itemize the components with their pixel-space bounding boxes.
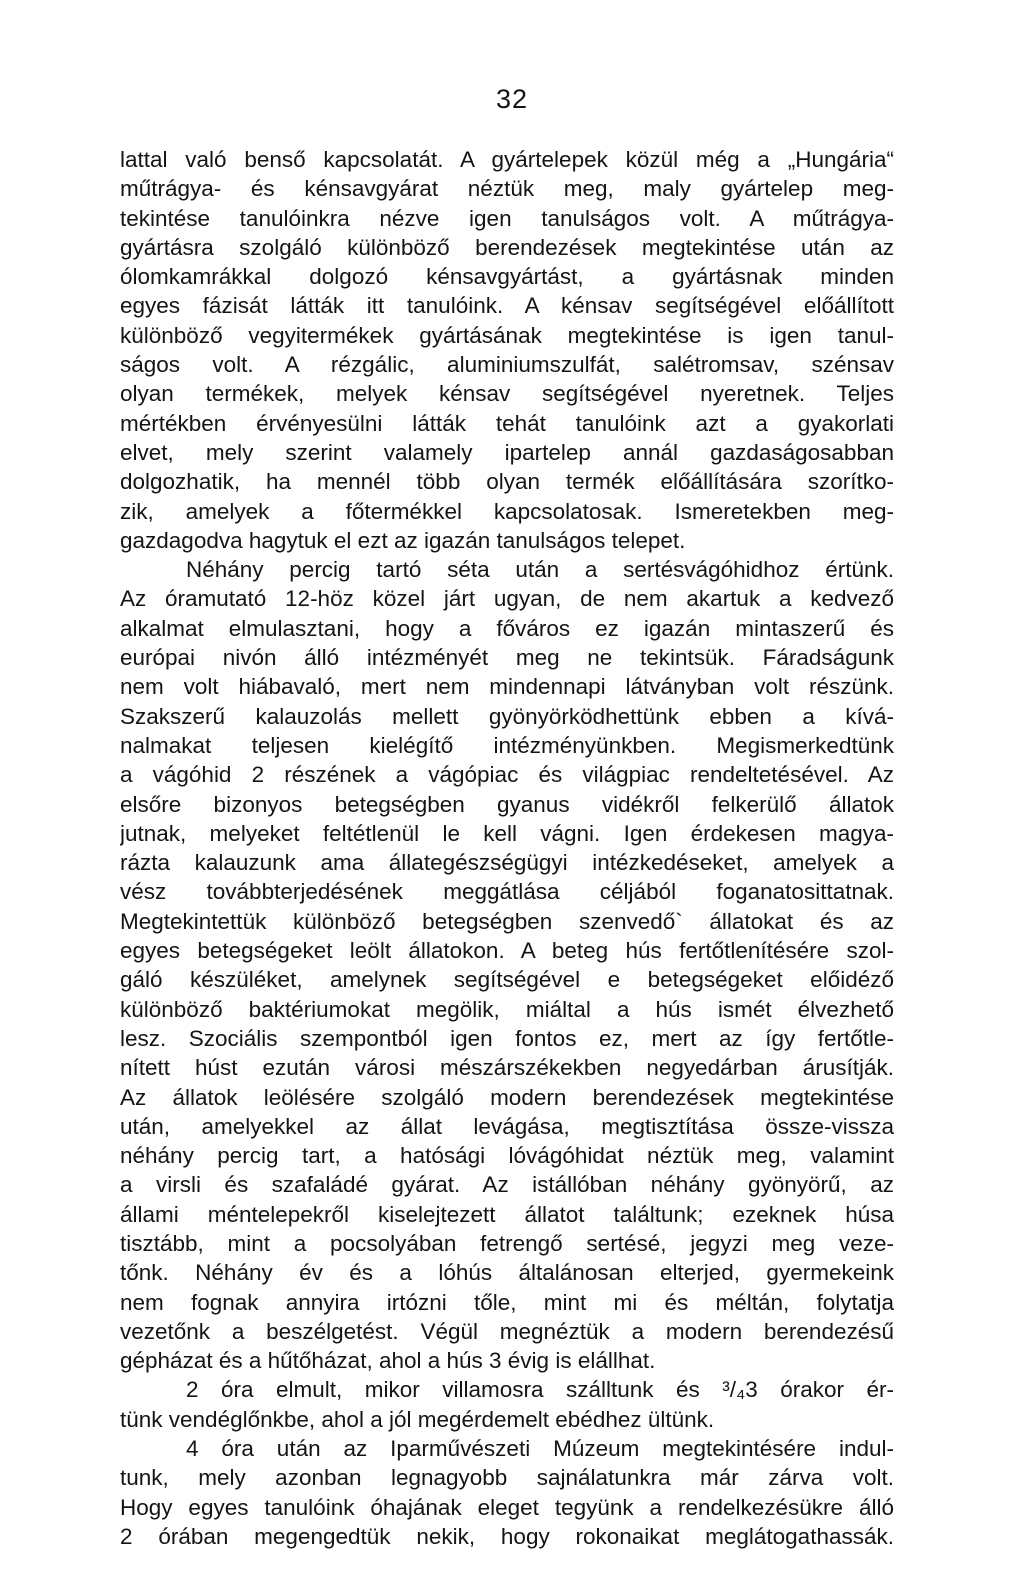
text-line: nem volt hiábavaló, mert nem mindennapi látványban volt részünk. [120,674,894,700]
text-line: gáló készüléket, amelynek segítségével e betegségeket előidéző [120,967,894,993]
text-line: Megtekintettük különböző betegségben szenvedő` állatokat és az [120,908,894,934]
text-line: tunk, mely azonban legnagyobb sajnálatunkra már zárva volt. [120,1465,894,1491]
text-line: elsőre bizonyos betegségben gyanus vidékről felkerülő állatok [120,791,894,817]
text-line: Szakszerű kalauzolás mellett gyönyörködhettünk ebben a kívá- [120,703,894,729]
text-line: mértékben érvényesülni látták tehát tanulóink azt a gyakorlati [120,410,894,436]
text-line: ságos volt. A rézgálic, aluminiumszulfát, salétromsav, szénsav [120,352,894,378]
text-line: tisztább, mint a pocsolyában fetrengő sertésé, jegyzi meg veze- [120,1230,894,1256]
text-line: Az óramutató 12-höz közel járt ugyan, de nem akartuk a kedvező [120,586,894,612]
text-line: tőnk. Néhány év és a lóhús általánosan elterjed, gyermekeink [120,1260,894,1286]
text-line: különböző vegyitermékek gyártásának megtekintése is igen tanul- [120,322,894,348]
text-line: 2 órában megengedtük nekik, hogy rokonaikat meglátogathassák. [120,1523,894,1549]
text-line: egyes fázisát látták itt tanulóink. A kénsav segítségével előállított [120,293,894,319]
text-line: Néhány percig tartó séta után a sertésvágóhidhoz értünk. [186,557,894,583]
text-line: gazdagodva hagytuk el ezt az igazán tanulságos telepet. [120,527,686,553]
text-line: a vágóhid 2 részének a vágópiac és világpiac rendeltetésével. Az [120,762,894,788]
text-line: zik, amelyek a főtermékkel kapcsolatosak. Ismeretekben meg- [120,498,894,524]
text-line: 2 óra elmult, mikor villamosra szálltunk és ³/₄3 órakor ér- [186,1377,894,1403]
text-line: európai nivón álló intézményét meg ne tekintsük. Fáradságunk [120,645,894,671]
text-line: gyártásra szolgáló különböző berendezések megtekintése után az [120,234,894,260]
text-line: vezetőnk a beszélgetést. Végül megnéztük a modern berendezésű [120,1318,894,1344]
text-line: műtrágya- és kénsavgyárat néztük meg, maly gyártelep meg- [120,176,894,202]
text-line: a virsli és szafaládé gyárat. Az istállóban néhány gyönyörű, az [120,1172,894,1198]
text-line: 4 óra után az Iparművészeti Múzeum megtekintésére indul- [186,1436,894,1462]
text-line: olyan termékek, melyek kénsav segítségével nyeretnek. Teljes [120,381,894,407]
body-text [120,145,894,1551]
text-line: alkalmat elmulasztani, hogy a főváros ez igazán mintaszerű és [120,615,894,641]
text-line: különböző baktériumokat megölik, miáltal a hús ismét élvezhető [120,996,894,1022]
text-line: tekintése tanulóinkra nézve igen tanulságos volt. A műtrágya- [120,205,894,231]
text-line: lattal való benső kapcsolatát. A gyártelepek közül még a „Hungária“ [120,147,894,172]
text-line: tünk vendéglőnkbe, ahol a jól megérdemelt ebédhez ültünk. [120,1406,715,1432]
text-line: nalmakat teljesen kielégítő intézményünkben. Megismerkedtünk [120,732,894,758]
text-line: egyes betegségeket leölt állatokon. A beteg hús fertőtlenítésére szol- [120,938,894,964]
text-line: lesz. Szociális szempontból igen fontos ez, mert az így fertőtle- [120,1025,894,1051]
text-line: dolgozhatik, ha mennél több olyan termék előállítására szorítko- [120,469,894,495]
text-line: Hogy egyes tanulóink óhajának eleget tegyünk a rendelkezésükre álló [120,1494,894,1520]
text-line: rázta kalauzunk ama állategészségügyi intézkedéseket, amelyek a [120,850,894,876]
text-line: gépházat és a hűtőházat, ahol a hús 3 évig is elállhat. [120,1348,656,1374]
page-number: 32 [495,84,529,114]
text-line: után, amelyekkel az állat levágása, megtisztítása össze-vissza [120,1113,894,1139]
text-line: Az állatok leölésére szolgáló modern berendezések megtekintése [120,1084,894,1110]
text-line: állami méntelepekről kiselejtezett állatot találtunk; ezeknek húsa [120,1201,894,1227]
text-line: néhány percig tart, a hatósági lóvágóhidat néztük meg, valamint [120,1143,894,1169]
text-line: nem fognak annyira irtózni tőle, mint mi és méltán, folytatja [120,1289,894,1315]
text-line: vész továbbterjedésének meggátlása céljából foganatosittatnak. [120,879,894,905]
text-line: nített húst ezután városi mészárszékekben negyedárban árusítják. [120,1055,894,1081]
text-line: ólomkamrákkal dolgozó kénsavgyártást, a gyártásnak minden [120,264,894,290]
text-line: jutnak, melyeket feltétlenül le kell vágni. Igen érdekesen magya- [120,820,894,846]
text-line: elvet, mely szerint valamely ipartelep annál gazdaságosabban [120,439,894,465]
